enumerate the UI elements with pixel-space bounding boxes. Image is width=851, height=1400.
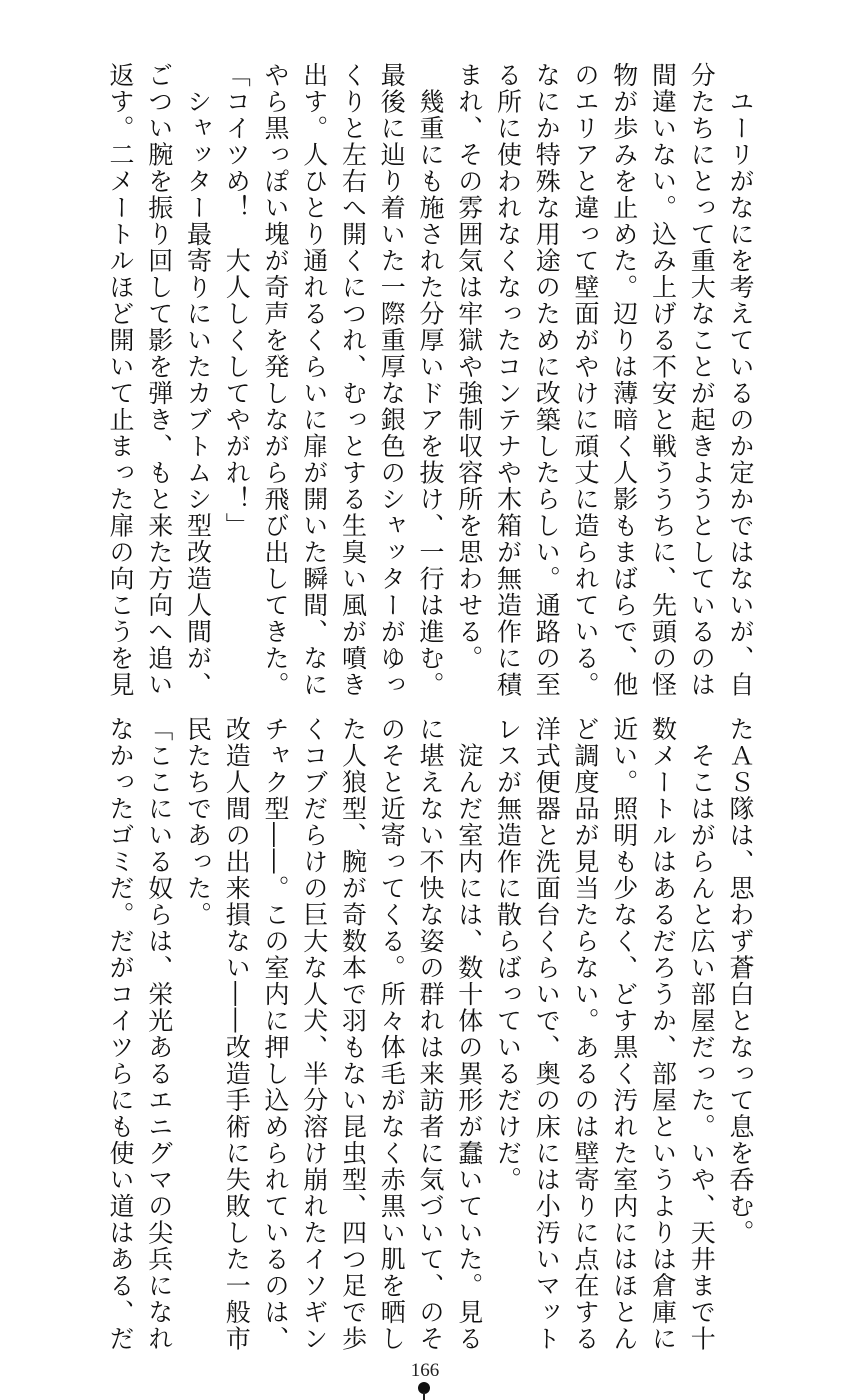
text-column: くコブだらけの巨大な人犬、半分溶け崩れたイソギン — [299, 716, 329, 1352]
text-column: 幾重にも施された分厚いドアを抜け、一行は進む。 — [416, 62, 445, 698]
text-column: くりと左右へ開くにつれ、むっとする生臭い風が噴き — [338, 62, 368, 698]
text-column: レスが無造作に散らばっているだけだ。 — [493, 716, 523, 1193]
text-column: のエリアと違って壁面がやけに頑丈に造られている。 — [571, 62, 600, 698]
text-column: 改造人間の出来損ない――改造手術に失敗した一般市 — [222, 716, 252, 1352]
text-column: のそと近寄ってくる。所々体毛がなく赤黒い肌を晒し — [377, 716, 407, 1352]
text-column: そこはがらんと広い部屋だった。いや、天井まで十 — [687, 716, 717, 1352]
page-marker-line — [423, 1392, 425, 1400]
text-column: 返す。二メートルほど開いて止まった扉の向こうを見 — [106, 62, 135, 698]
text-column: たＡＳ隊は、思わず蒼白となって息を呑む。 — [726, 716, 755, 1246]
text-column: まれ、その雰囲気は牢獄や強制収容所を思わせる。 — [454, 62, 484, 672]
text-column: 洋式便器と洗面台くらいで、奥の床には小汚いマット — [532, 716, 562, 1352]
text-column: 最後に辿り着いた一際重厚な銀色のシャッターがゆっ — [377, 62, 407, 698]
text-column: 物が歩みを止めた。辺りは薄暗く人影もまばらで、他 — [609, 62, 639, 698]
text-column: 分たちにとって重大なことが起きようとしているのは — [687, 62, 717, 698]
text-column: た人狼型、腕が奇数本で羽もない昆虫型、四つ足で歩 — [338, 716, 368, 1352]
text-column: に堪えない不快な姿の群れは来訪者に気づいて、のそ — [416, 716, 445, 1352]
text-column: ユーリがなにを考えているのか定かではないが、自 — [726, 62, 755, 698]
text-column: チャク型――。この室内に押し込められているのは、 — [261, 716, 290, 1352]
text-column: 淀んだ室内には、数十体の異形が蠢いていた。見る — [454, 716, 484, 1352]
text-column: ど調度品が見当たらない。あるのは壁寄りに点在する — [571, 716, 600, 1352]
text-column: シャッター最寄りにいたカブトムシ型改造人間が、 — [183, 62, 213, 698]
page-number: 166 — [410, 1360, 440, 1381]
upper-text-block — [0, 62, 851, 702]
text-column: なかったゴミだ。だがコイツらにも使い道はある、だ — [106, 716, 135, 1352]
lower-text-block — [0, 716, 851, 1356]
text-column: 「ここにいる奴らは、栄光あるエニグマの尖兵になれ — [144, 716, 174, 1352]
text-column: 近い。照明も少なく、どす黒く汚れた室内にはほとん — [609, 716, 639, 1352]
text-column: る所に使われなくなったコンテナや木箱が無造作に積 — [493, 62, 523, 698]
text-column: 間違いない。込み上げる不安と戦ううちに、先頭の怪 — [648, 62, 678, 698]
text-column: 「コイツめ！ 大人しくしてやがれ！」 — [222, 62, 252, 539]
text-column: 出す。人ひとり通れるくらいに扉が開いた瞬間、なに — [299, 62, 329, 698]
text-column: やら黒っぽい塊が奇声を発しながら飛び出してきた。 — [261, 62, 290, 698]
text-column: なにか特殊な用途のために改築したらしい。通路の至 — [532, 62, 562, 698]
text-column: ごつい腕を振り回して影を弾き、もと来た方向へ追い — [144, 62, 174, 698]
text-column: 民たちであった。 — [183, 716, 213, 928]
text-column: 数メートルはあるだろうか、部屋というよりは倉庫に — [648, 716, 678, 1352]
